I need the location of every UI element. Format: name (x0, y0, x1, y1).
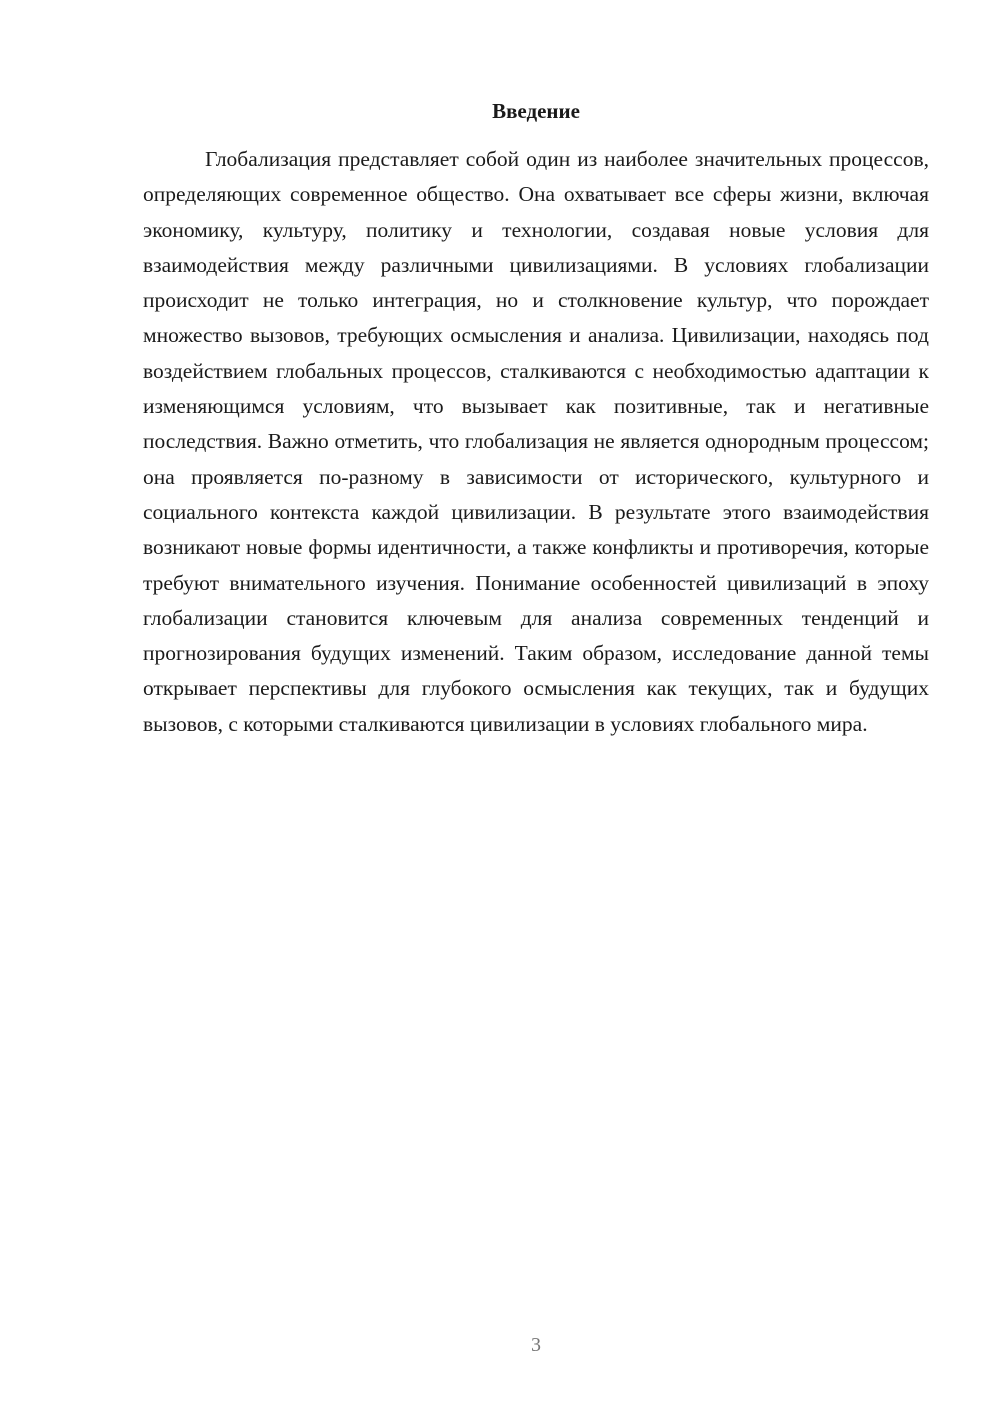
page-number: 3 (531, 1334, 541, 1356)
body-paragraph: Глобализация представляет собой один из наиболее значительных процессов, определяющих современное общество. Она охватывает все сферы жизни, включая экономику, культуру, политику и технологии, создавая новые условия для взаимодействия между различными цивилизациями. В условиях глобализации происходит не только интеграция, но и столкновение культур, что порождает множество вызовов, требующих осмысления и анализа. Цивилизации, находясь под воздействием глобальных процессов, сталкиваются с необходимостью адаптации к изменяющимся условиям, что вызывает как позитивные, так и негативные последствия. Важно отметить, что глобализация не является однородным процессом; она проявляется по-разному в зависимости от исторического, культурного и социального контекста каждой цивилизации. В результате этого взаимодействия возникают новые формы идентичности, а также конфликты и противоречия, которые требуют внимательного изучения. Понимание особенностей цивилизаций в эпоху глобализации становится ключевым для анализа современных тенденций и прогнозирования будущих изменений. Таким образом, исследование данной темы открывает перспективы для глубокого осмысления как текущих, так и будущих вызовов, с которыми сталкиваются цивилизации в условиях глобального мира. (143, 147, 929, 736)
section-heading: Введение (492, 99, 580, 123)
